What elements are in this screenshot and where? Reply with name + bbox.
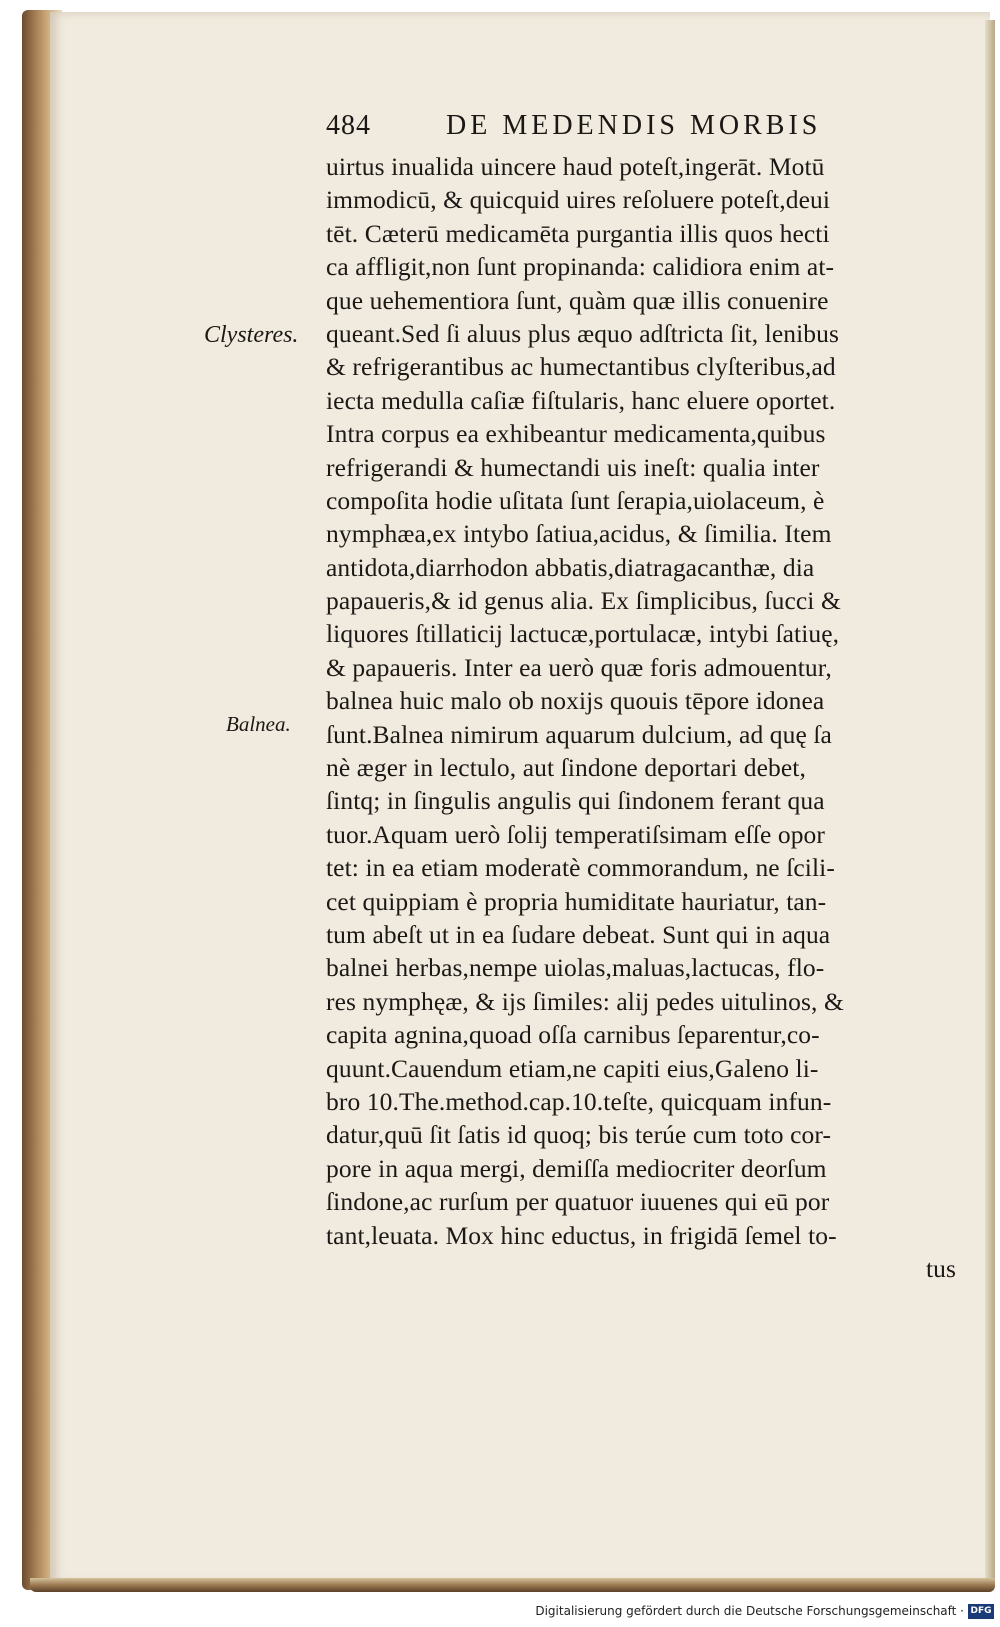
text-line: ca affligit,non ſunt propinanda: calidiora enim at- [326, 252, 835, 282]
running-head [326, 110, 886, 146]
book-fore-edge [985, 20, 995, 1585]
text-line: tant,leuata. Mox hinc eductus, in frigidā ſemel to- [326, 1220, 837, 1250]
marginal-note-balnea: Balnea. [226, 712, 291, 736]
text-line: res nymphęæ, & ijs ſimiles: alij pedes uitulinos, & [326, 986, 844, 1016]
text-line: cet quippiam è propria humiditate hauriatur, tan- [326, 886, 827, 916]
text-line: balnea huic malo ob noxijs quouis tēpore idonea [326, 686, 825, 716]
body-text [326, 150, 966, 1285]
text-line: & refrigerantibus ac humectantibus clyſteribus,ad [326, 352, 836, 382]
text-line: tet: in ea etiam moderatè commorandum, ne ſcili- [326, 853, 835, 883]
footer-bar [0, 1600, 1000, 1627]
text-line: datur,quū ſit ſatis id quoq; bis terúe cum toto cor- [326, 1120, 832, 1150]
text-line: quunt.Cauendum etiam,ne capiti eius,Galeno li- [326, 1053, 819, 1083]
text-line: bro 10.The.method.cap.10.teſte, quicquam infun- [326, 1086, 832, 1116]
text-line: balnei herbas,nempe uiolas,maluas,lactucas, flo- [326, 953, 825, 983]
text-line: immodicū, & quicquid uires reſoluere poteſt,deui [326, 185, 831, 215]
text-line: tum abeſt ut in ea ſudare debeat. Sunt qui in aqua [326, 919, 831, 949]
text-line: nè æger in lectulo, aut ſindone deportari debet, [326, 753, 806, 783]
running-title: DE MEDENDIS MORBIS [446, 110, 822, 141]
text-line: tēt. Cæterū medicamēta purgantia illis quos hecti [326, 218, 830, 248]
book-bottom-edge [30, 1578, 995, 1592]
text-line: uirtus inualida uincere haud poteſt,ingerāt. Motū [326, 152, 825, 181]
catchword: tus [925, 1253, 956, 1283]
text-line: queant.Sed ſi aluus plus æquo adſtricta ſit, lenibus [326, 318, 840, 348]
text-line: compoſita hodie uſitata ſunt ſerapia,uiolaceum, è [326, 485, 825, 515]
text-line: capita agnina,quoad oſſa carnibus ſeparentur,co- [326, 1020, 820, 1050]
text-line: & papaueris. Inter ea uerò quæ foris admouentur, [326, 652, 832, 682]
text-line: ſindone,ac rurſum per quatuor iuuenes qui eū por [326, 1187, 830, 1217]
text-line: Intra corpus ea exhibeantur medicamenta,quibus [326, 419, 826, 449]
text-line: refrigerandi & humectandi uis ineſt: qualia inter [326, 452, 820, 482]
text-line: liquores ſtillaticij lactucæ,portulacæ, intybi ſatiuę, [326, 619, 840, 649]
funding-note: Digitalisierung gefördert durch die Deutsche Forschungsgemeinschaft · [535, 1604, 964, 1618]
text-line: que uehementiora ſunt, quàm quæ illis conuenire [326, 285, 829, 315]
text-line: iecta medulla caſiæ fiſtularis, hanc eluere oportet. [326, 385, 836, 415]
dfg-logo: DFG [968, 1604, 994, 1619]
text-line: papaueris,& id genus alia. Ex ſimplicibus, ſucci & [326, 586, 841, 616]
text-line: ſunt.Balnea nimirum aquarum dulcium, ad quę ſa [326, 719, 832, 749]
page-number: 484 [326, 110, 371, 141]
text-line: antidota,diarrhodon abbatis,diatragacanthæ, dia [326, 552, 815, 582]
text-line: ſintq; in ſingulis angulis qui ſindonem ferant qua [326, 786, 825, 816]
text-line: nymphæa,ex intybo ſatiua,acidus, & ſimilia. Item [326, 519, 832, 549]
text-line: pore in aqua mergi, demiſſa mediocriter deorſum [326, 1153, 827, 1183]
marginal-note-clysteres: Clysteres. [204, 322, 299, 348]
text-line: tuor.Aquam uerò ſolij temperatiſsimam eſſe opor [326, 819, 825, 849]
